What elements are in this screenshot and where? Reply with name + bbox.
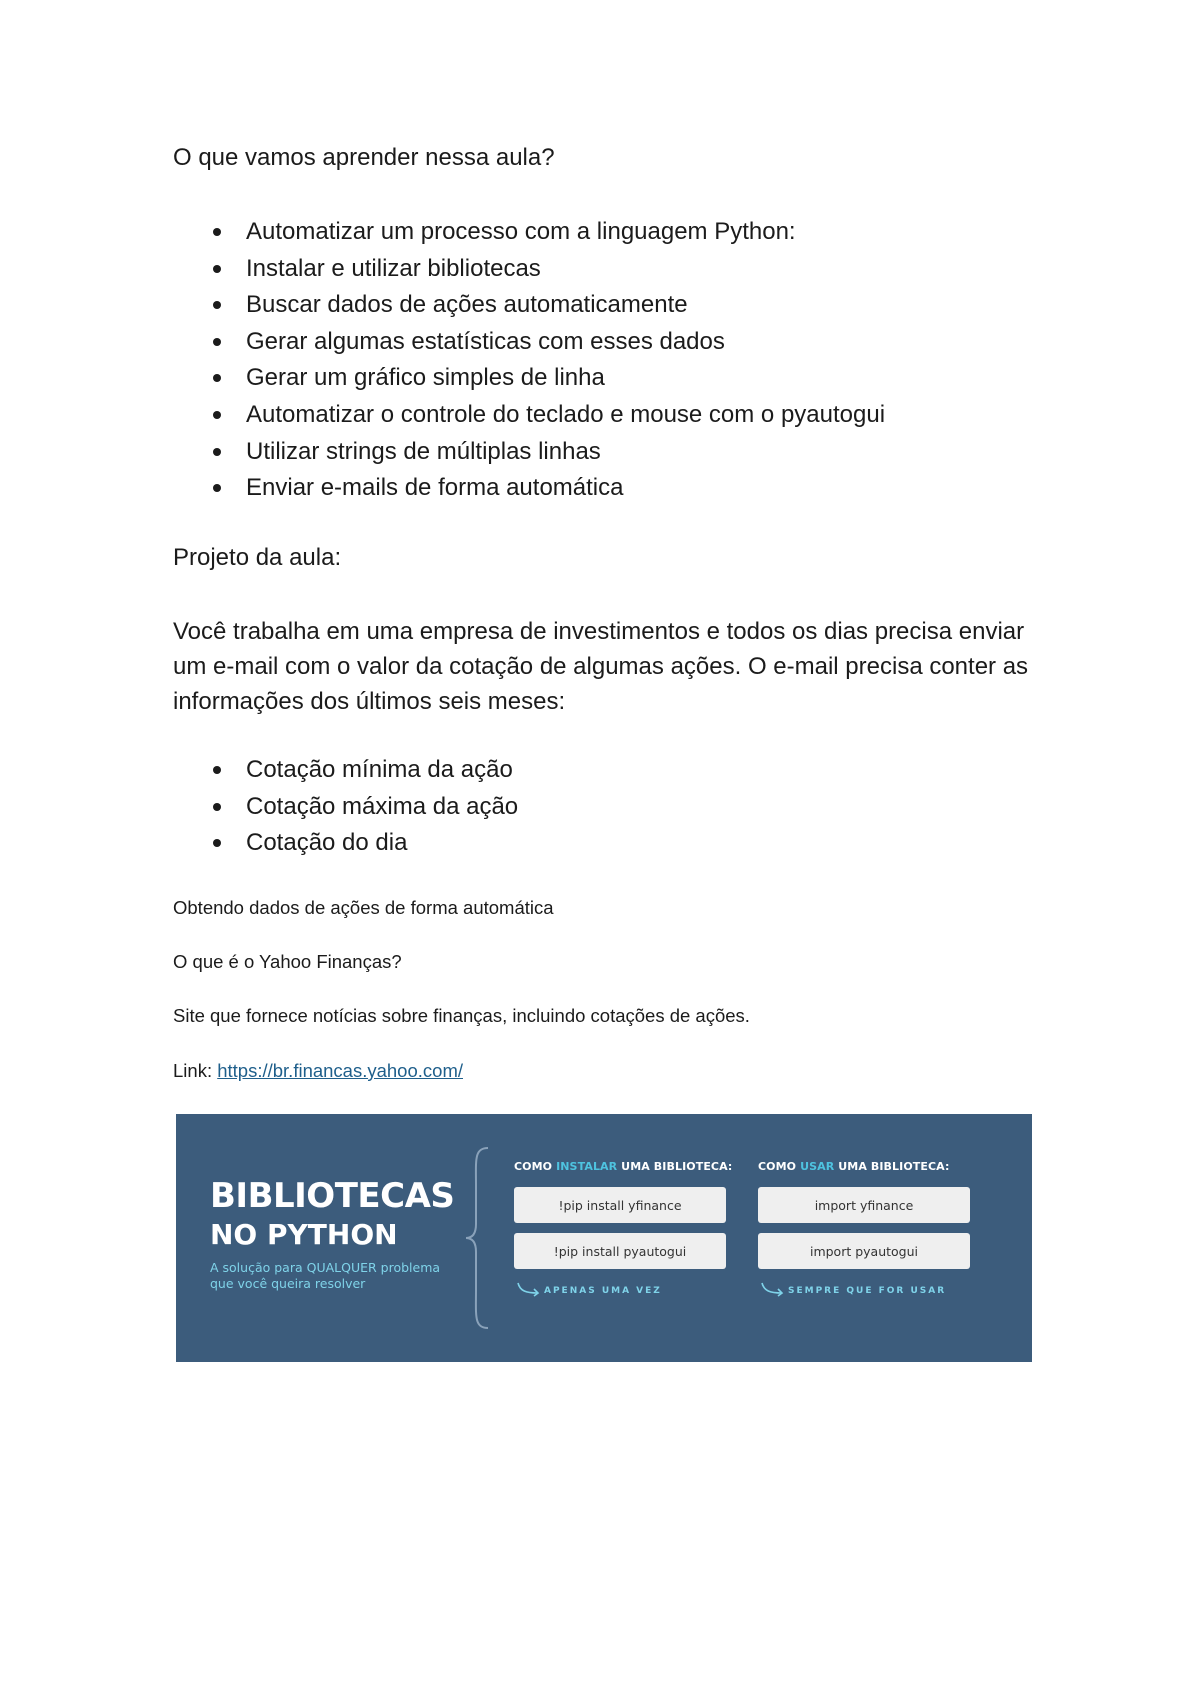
list-item: Cotação do dia <box>173 825 518 862</box>
list-item: Gerar um gráfico simples de linha <box>173 360 885 397</box>
install-column <box>514 1160 733 1301</box>
import-command-yfinance: import yfinance <box>758 1187 970 1223</box>
yahoo-answer: Site que fornece notícias sobre finanças, incluindo cotações de ações. <box>173 1005 750 1026</box>
list-item: Cotação mínima da ação <box>173 752 518 789</box>
bullet-icon <box>213 265 221 273</box>
use-column <box>758 1160 970 1301</box>
import-command-pyautogui: import pyautogui <box>758 1233 970 1269</box>
libraries-banner <box>176 1114 1032 1362</box>
yahoo-link-line <box>173 1060 463 1082</box>
banner-title-line1: BIBLIOTECAS <box>210 1176 455 1216</box>
list-item: Utilizar strings de múltiplas linhas <box>173 434 885 471</box>
banner-title-line2: NO PYTHON <box>210 1218 398 1251</box>
bullet-icon <box>213 411 221 419</box>
project-title: Projeto da aula: <box>173 544 342 571</box>
list-item: Buscar dados de ações automaticamente <box>173 287 885 324</box>
use-heading: COMO USAR UMA BIBLIOTECA: <box>758 1160 950 1173</box>
install-command-pyautogui: !pip install pyautogui <box>514 1233 726 1269</box>
bullet-icon <box>213 228 221 236</box>
yahoo-question: O que é o Yahoo Finanças? <box>173 951 402 972</box>
bullet-icon <box>213 484 221 492</box>
learn-question: O que vamos aprender nessa aula? <box>173 144 555 171</box>
bullet-icon <box>213 301 221 309</box>
project-description: Você trabalha em uma empresa de investimentos e todos os dias precisa enviar um e-mail com o valor da cotação de algumas ações. O e-mail precisa conter as informações dos últimos seis meses: <box>173 618 1029 715</box>
list-item: Cotação máxima da ação <box>173 789 518 826</box>
learn-list <box>173 214 885 507</box>
use-note: SEMPRE QUE FOR USAR <box>758 1283 970 1301</box>
list-item: Enviar e-mails de forma automática <box>173 470 885 507</box>
curved-arrow-icon <box>760 1281 786 1297</box>
bullet-icon <box>213 374 221 382</box>
list-item: Gerar algumas estatísticas com esses dados <box>173 324 885 361</box>
install-heading: COMO INSTALAR UMA BIBLIOTECA: <box>514 1160 733 1173</box>
link-label: Link: <box>173 1060 218 1081</box>
yahoo-link[interactable]: https://br.financas.yahoo.com/ <box>217 1060 463 1081</box>
bullet-icon <box>213 338 221 346</box>
curved-arrow-icon <box>516 1281 542 1297</box>
bullet-icon <box>213 766 221 774</box>
bullet-icon <box>213 448 221 456</box>
list-item: Instalar e utilizar bibliotecas <box>173 251 885 288</box>
curly-brace-icon <box>464 1146 490 1330</box>
bullet-icon <box>213 803 221 811</box>
banner-subtitle: A solução para QUALQUER problema que você queira resolver <box>210 1260 441 1291</box>
install-command-yfinance: !pip install yfinance <box>514 1187 726 1223</box>
bullet-icon <box>213 839 221 847</box>
yahoo-heading: Obtendo dados de ações de forma automática <box>173 897 554 918</box>
list-item: Automatizar o controle do teclado e mouse com o pyautogui <box>173 397 885 434</box>
install-note: APENAS UMA VEZ <box>514 1283 726 1301</box>
list-item: Automatizar um processo com a linguagem Python: <box>173 214 885 251</box>
quote-list <box>173 752 518 862</box>
